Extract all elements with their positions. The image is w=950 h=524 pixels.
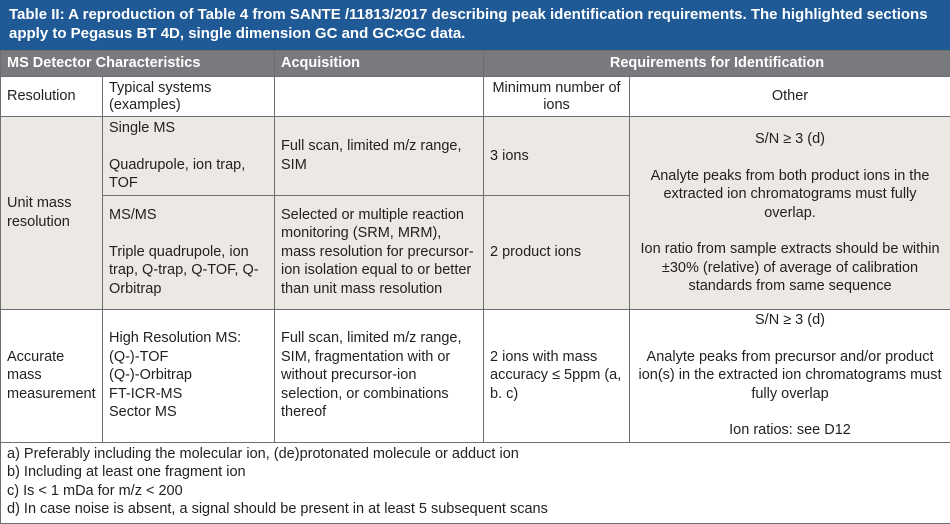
subheader-min-ions: Minimum number of ions [484,77,630,117]
row-accurate-mass [1,309,950,442]
accurate-mass-ions: 2 ions with mass accuracy ≤ 5ppm (a, b. c) [484,309,630,442]
unit-mass-ratio: Ion ratio from sample extracts should be within ±30% (relative) of average of calibration standards from same sequence [636,240,944,296]
subheader-resolution: Resolution [1,77,103,117]
footnote-d: d) In case noise is absent, a signal should be present in at least 5 subsequent scans [7,500,944,519]
single-ms-title: Single MS [109,119,268,138]
subheader-typical-systems: Typical systems (examples) [103,77,275,117]
footnotes-row [1,442,950,523]
footnotes [1,442,950,523]
accurate-overlap: Analyte peaks from precursor and/or product ion(s) in the extracted ion chromatograms must fully overlap [636,348,944,404]
accurate-ratio: Ion ratios: see D12 [636,421,944,440]
header-row [1,51,950,77]
accurate-system-1: (Q-)-TOF [109,348,268,367]
header-acquisition: Acquisition [275,51,484,77]
caption-label: Table II [9,6,60,23]
single-ms-acquisition: Full scan, limited m/z range, SIM [275,117,484,196]
unit-mass-sn: S/N ≥ 3 (d) [636,130,944,149]
footnote-a: a) Preferably including the molecular ion, (de)protonated molecule or adduct ion [7,445,944,464]
msms-acquisition: Selected or multiple reaction monitoring (SRM, MRM), mass resolution for precursor-ion isolation equal to or better than unit mass resolution [275,195,484,309]
table-caption [0,0,950,50]
msms-examples: Triple quadrupole, ion trap, Q-trap, Q-TOF, Q-Orbitrap [109,243,268,299]
subheader-row [1,77,950,117]
single-ms-examples: Quadrupole, ion trap, TOF [109,156,268,193]
msms-systems [103,195,275,309]
single-ms-ions: 3 ions [484,117,630,196]
header-ms-detector: MS Detector Characteristics [1,51,275,77]
footnote-b: b) Including at least one fragment ion [7,463,944,482]
accurate-sn: S/N ≥ 3 (d) [636,311,944,330]
accurate-system-0: High Resolution MS: [109,329,268,348]
accurate-mass-acquisition: Full scan, limited m/z range, SIM, fragmentation with or without precursor-ion selection, or combinations thereof [275,309,484,442]
msms-title: MS/MS [109,206,268,225]
accurate-mass-label: Accurate mass measurement [1,309,103,442]
accurate-system-3: FT-ICR-MS [109,385,268,404]
subheader-acquisition-empty [275,77,484,117]
header-requirements: Requirements for Identification [484,51,950,77]
subheader-other: Other [630,77,950,117]
unit-mass-overlap: Analyte peaks from both product ions in the extracted ion chromatograms must fully overlap. [636,167,944,223]
unit-mass-resolution-label: Unit mass resolution [1,117,103,310]
single-ms-systems [103,117,275,196]
caption-text: : A reproduction of Table 4 from SANTE /11813/2017 describing peak identification requirements. The highlighted sections apply to Pegasus BT 4D, single dimension GC and GC×GC data. [9,6,928,42]
accurate-system-2: (Q-)-Orbitrap [109,366,268,385]
accurate-system-4: Sector MS [109,403,268,422]
row-single-ms [1,117,950,196]
accurate-mass-other-requirements [630,309,950,442]
footnote-c: c) Is < 1 mDa for m/z < 200 [7,482,944,501]
msms-ions: 2 product ions [484,195,630,309]
accurate-mass-systems [103,309,275,442]
identification-requirements-table [0,50,950,524]
unit-mass-other-requirements [630,117,950,310]
